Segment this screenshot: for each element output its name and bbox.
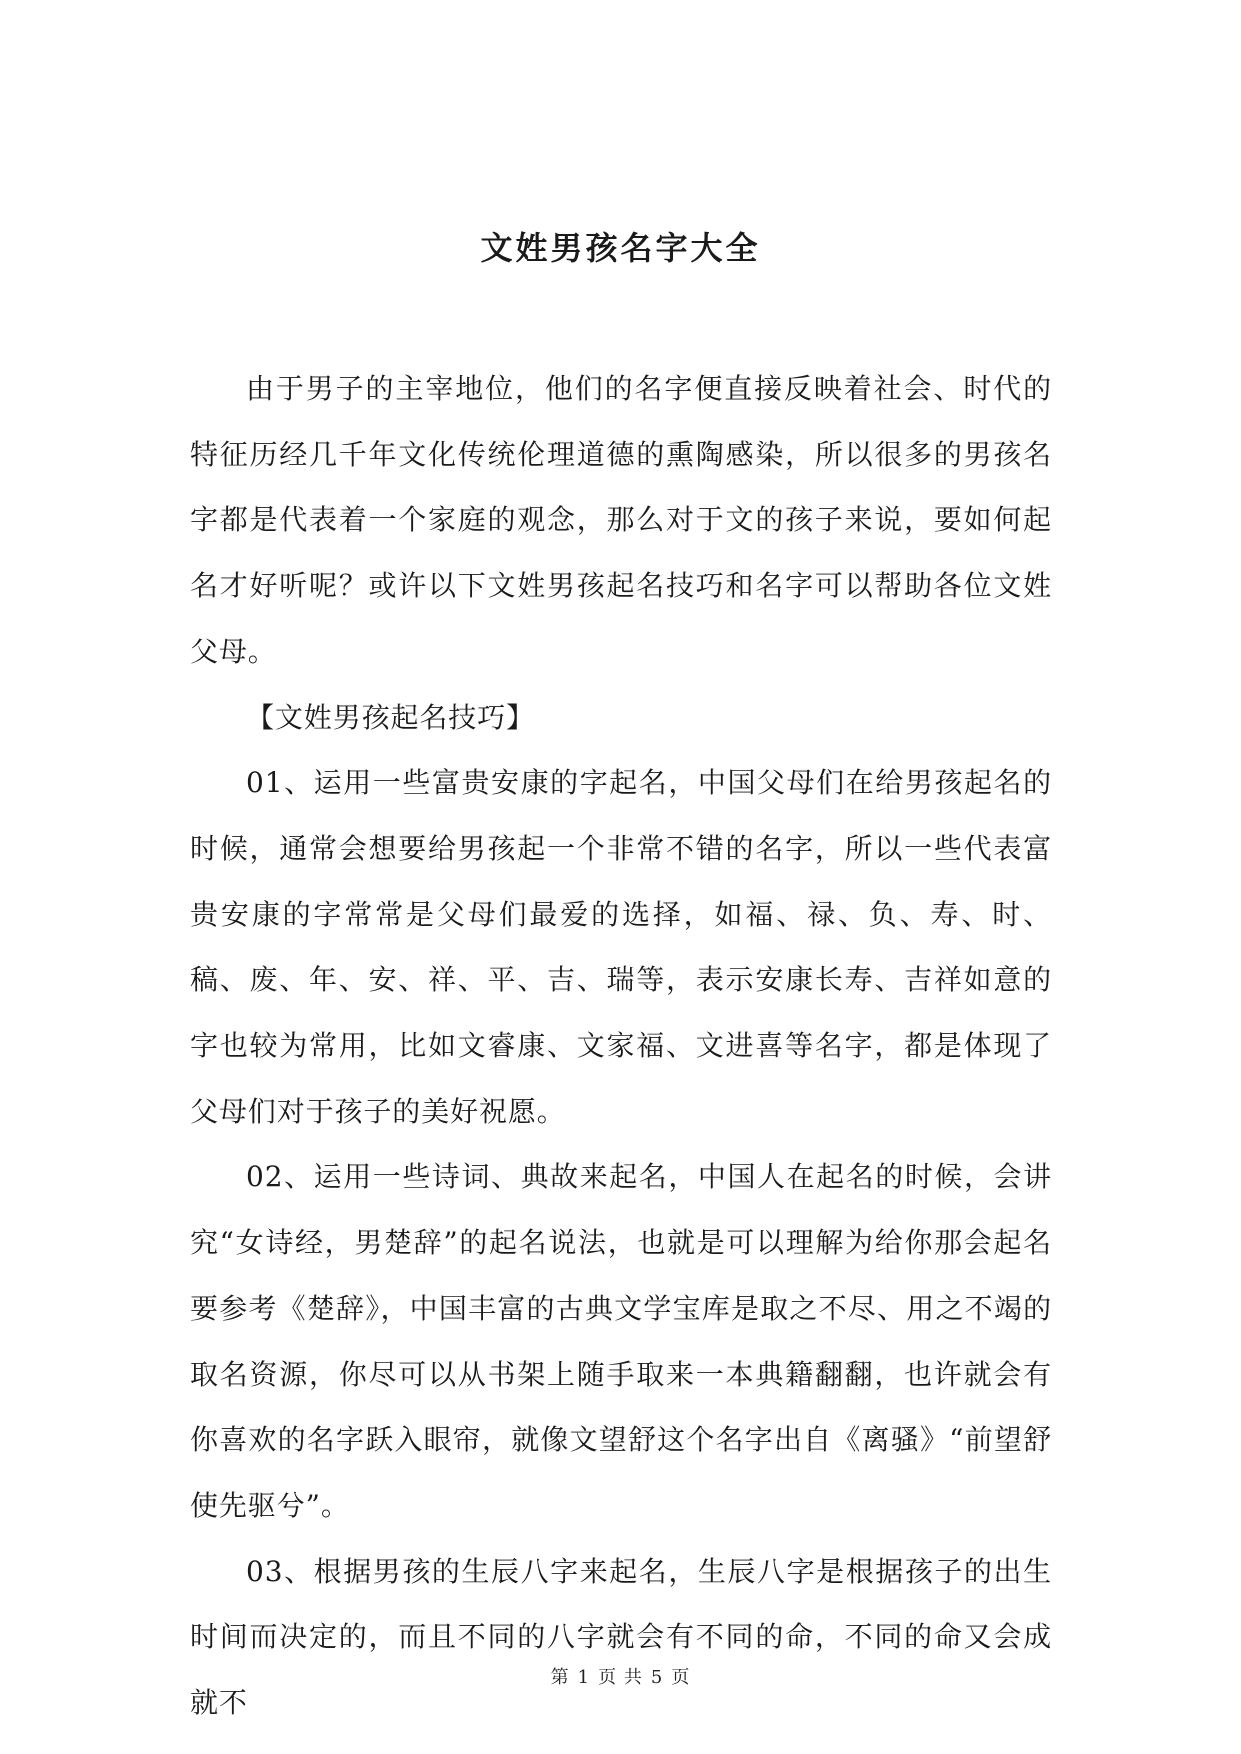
- section-heading: 【文姓男孩起名技巧】: [246, 700, 536, 734]
- footer-mid: 页 共: [598, 1667, 643, 1688]
- document-body: [190, 356, 1052, 1736]
- page-number: 1: [577, 1667, 591, 1688]
- intro-paragraph: 由于男子的主宰地位，他们的名字便直接反映着社会、时代的特征历经几千年文化传统伦理道德的熏陶感染，所以很多的男孩名字都是代表着一个家庭的观念，那么对于文的孩子来说，要如何起名才好听呢？或许以下文姓男孩起名技巧和名字可以帮助各位文姓父母。: [190, 372, 1052, 668]
- document-title: 文姓男孩名字大全: [480, 229, 761, 267]
- tip-paragraph-03: 03、根据男孩的生辰八字来起名，生辰八字是根据孩子的出生时间而决定的，而且不同的八字就会有不同的命，不同的命又会成就不: [190, 1554, 1052, 1720]
- page-footer: [0, 1666, 1241, 1690]
- page-total: 5: [650, 1667, 664, 1688]
- tip-paragraph-02: 02、运用一些诗词、典故来起名，中国人在起名的时候，会讲究“女诗经，男楚辞”的起名说法，也就是可以理解为给你那会起名要参考《楚辞》，中国丰富的古典文学宝库是取之不尽、用之不竭的取名资源，你尽可以从书架上随手取来一本典籍翻翻，也许就会有你喜欢的名字跃入眼帘，就像文望舒这个名字出自《离骚》“前望舒使先驱兮”。: [190, 1160, 1052, 1522]
- tip-paragraph-01: 01、运用一些富贵安康的字起名，中国父母们在给男孩起名的时候，通常会想要给男孩起一个非常不错的名字，所以一些代表富贵安康的字常常是父母们最爱的选择，如福、禄、负、寿、时、稿、废、年、安、祥、平、吉、瑞等，表示安康长寿、吉祥如意的字也较为常用，比如文睿康、文家福、文进喜等名字，都是体现了父母们对于孩子的美好祝愿。: [190, 766, 1052, 1128]
- footer-prefix: 第: [550, 1667, 570, 1688]
- footer-suffix: 页: [671, 1667, 691, 1688]
